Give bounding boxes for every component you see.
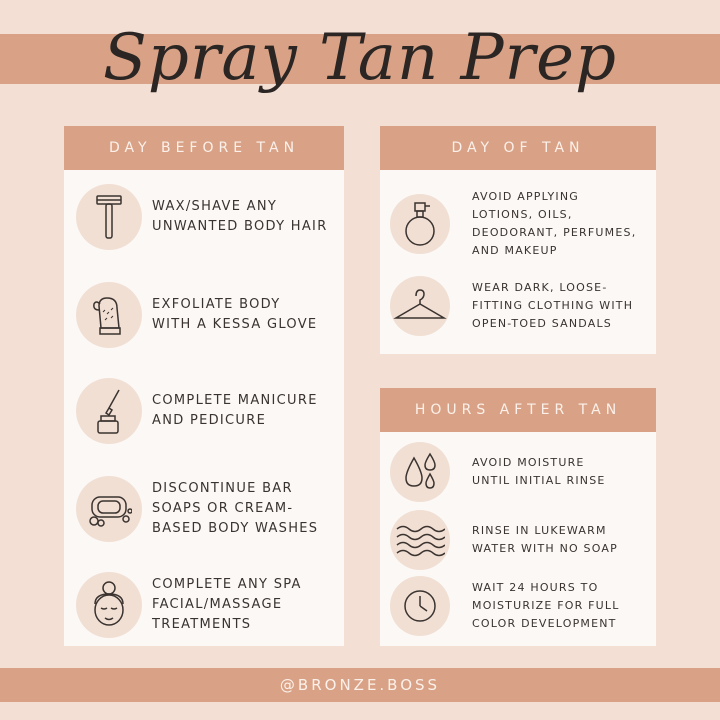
item-text: DISCONTINUE BAR SOAPS OR CREAM- BASED BODY WASHES: [152, 481, 319, 536]
list-item: [64, 476, 344, 542]
item-text: AVOID MOISTURE UNTIL INITIAL RINSE: [472, 456, 606, 487]
item-text: WEAR DARK, LOOSE- FITTING CLOTHING WITH OPEN-TOED SANDALS: [472, 281, 634, 330]
nail-polish-icon: [76, 378, 142, 444]
list-item: [380, 510, 656, 570]
water-waves-icon: [390, 510, 450, 570]
mitt-glove-icon: [76, 282, 142, 348]
hanger-icon: [390, 276, 450, 336]
footer-handle: @BRONZE.BOSS: [0, 668, 720, 702]
page-title: Spray Tan Prep: [103, 21, 617, 95]
item-text: COMPLETE ANY SPA FACIAL/MASSAGE TREATMENTS: [152, 577, 302, 632]
list-item: [380, 442, 656, 502]
list-item: [380, 188, 656, 260]
water-drops-icon: [390, 442, 450, 502]
item-text: EXFOLIATE BODY WITH A KESSA GLOVE: [152, 297, 318, 332]
list-item: [64, 184, 344, 250]
day-before-header: DAY BEFORE TAN: [64, 126, 344, 170]
razor-icon: [76, 184, 142, 250]
day-before-panel: [64, 126, 344, 646]
soap-bar-icon: [76, 476, 142, 542]
perfume-bottle-icon: [390, 194, 450, 254]
list-item: [64, 282, 344, 348]
item-text: WAX/SHAVE ANY UNWANTED BODY HAIR: [152, 199, 328, 234]
list-item: [64, 378, 344, 444]
list-item: [380, 576, 656, 636]
item-text: WAIT 24 HOURS TO MOISTURIZE FOR FULL COLOR DEVELOPMENT: [472, 581, 620, 630]
day-of-header: DAY OF TAN: [380, 126, 656, 170]
item-text: RINSE IN LUKEWARM WATER WITH NO SOAP: [472, 524, 618, 555]
hours-after-header: HOURS AFTER TAN: [380, 388, 656, 432]
item-text: COMPLETE MANICURE AND PEDICURE: [152, 393, 318, 428]
list-item: [64, 572, 344, 638]
face-mask-icon: [76, 572, 142, 638]
item-text: AVOID APPLYING LOTIONS, OILS, DEODORANT, PERFUMES, AND MAKEUP: [472, 190, 637, 257]
day-of-panel: [380, 126, 656, 354]
clock-icon: [390, 576, 450, 636]
list-item: [380, 276, 656, 336]
hours-after-panel: [380, 388, 656, 646]
